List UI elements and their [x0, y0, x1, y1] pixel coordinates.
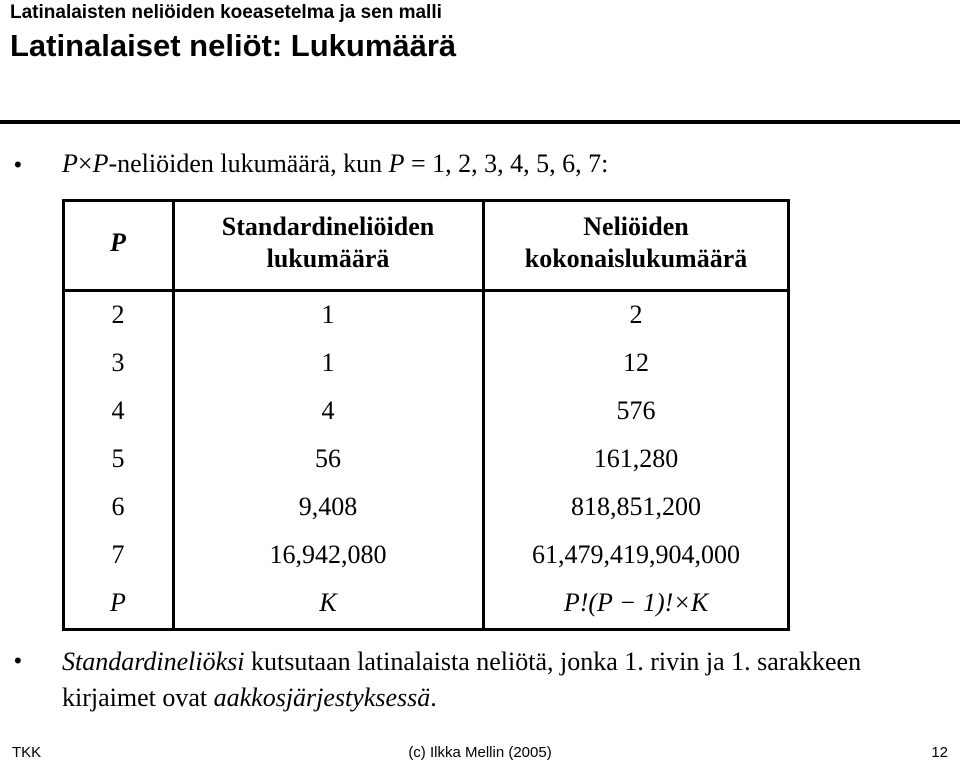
table-cell: 3 — [111, 348, 125, 377]
table-cell: P!(P − 1)!×K — [563, 588, 709, 617]
table-cell: 61,479,419,904,000 — [532, 540, 740, 569]
table-cell: 12 — [623, 348, 649, 377]
table-border-bottom — [62, 628, 790, 631]
footer-page-number: 12 — [931, 744, 948, 761]
table-header-cell: Neliöiden kokonaislukumäärä — [524, 212, 748, 273]
table-cell: 4 — [321, 396, 335, 425]
table-cell: 4 — [111, 396, 125, 425]
note-text-2: . — [430, 683, 437, 712]
table-cell: 7 — [111, 540, 125, 569]
table-header-cell: P — [110, 228, 126, 257]
table-cell: 1 — [321, 348, 335, 377]
table-cell: K — [319, 588, 337, 617]
note-text-1: kutsutaan latinalaista neliötä, jonka 1. rivin ja 1. sarakkeen kirjaimet ovat — [62, 647, 862, 712]
table-col-divider-2 — [482, 199, 485, 631]
intro-var-p: P — [62, 149, 78, 178]
table-cell: 9,408 — [298, 492, 358, 521]
times-symbol: × — [77, 149, 93, 178]
table-border-left — [62, 199, 65, 631]
intro-var-p3: P — [388, 149, 405, 178]
table-cell: 5 — [111, 444, 125, 473]
header-subtitle: Latinalaisten neliöiden koeasetelma ja sen malli — [10, 2, 442, 23]
bullet-icon: • — [14, 152, 22, 177]
table-cell: 2 — [629, 300, 643, 329]
intro-text — [62, 149, 608, 179]
table-header-divider — [62, 289, 790, 292]
table-cell: P — [110, 588, 126, 617]
header-rule — [0, 120, 960, 124]
intro-text-2: = 1, 2, 3, 4, 5, 6, 7: — [404, 149, 609, 178]
table-cell: 818,851,200 — [571, 492, 701, 521]
note-text — [62, 644, 942, 716]
table-cell: 161,280 — [593, 444, 679, 473]
table-cell: 576 — [616, 396, 656, 425]
page-title: Latinalaiset neliöt: Lukumäärä — [10, 28, 457, 63]
intro-text-1: -neliöiden lukumäärä, kun — [108, 149, 389, 178]
footer-center: (c) Ilkka Mellin (2005) — [408, 744, 552, 761]
table-cell: 2 — [111, 300, 125, 329]
table-cell: 16,942,080 — [269, 540, 387, 569]
table-cell: 1 — [321, 300, 335, 329]
note-term-2: aakkosjärjestyksessä — [213, 683, 431, 712]
table-border-right — [787, 199, 790, 631]
table-cell: 6 — [111, 492, 125, 521]
latin-squares-table — [62, 199, 790, 631]
note-term: Standardineliöksi — [62, 647, 245, 676]
table-cell: 56 — [315, 444, 341, 473]
table-border-top — [62, 199, 790, 202]
footer-left: TKK — [12, 744, 42, 761]
table-header-cell: Standardineliöiden lukumäärä — [221, 212, 435, 273]
bullet-icon: • — [14, 648, 22, 673]
table-col-divider-1 — [172, 199, 175, 631]
intro-var-p2: P — [92, 149, 109, 178]
